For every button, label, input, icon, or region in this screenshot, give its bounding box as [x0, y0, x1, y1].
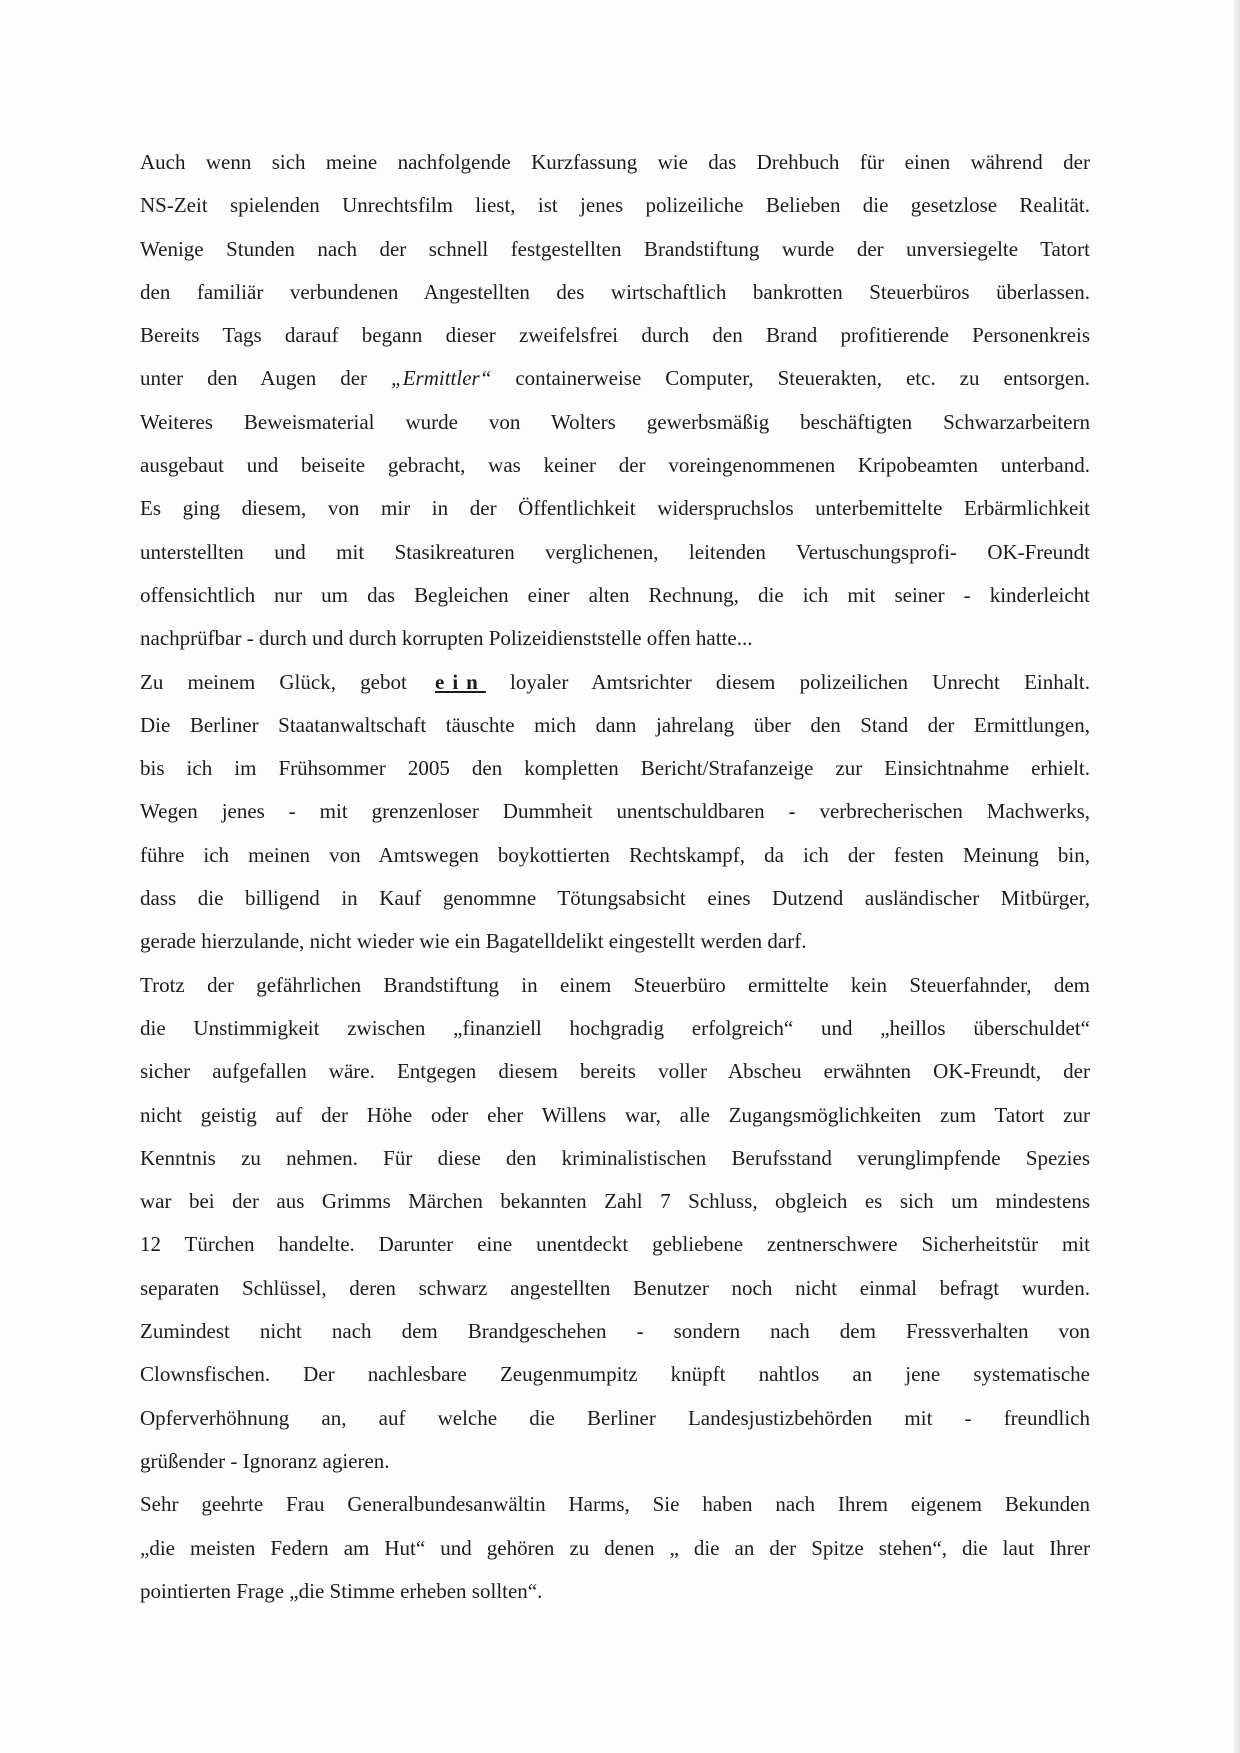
text-line — [140, 401, 1090, 444]
text-segment: pointierten Frage „die Stimme erheben sollten“. — [140, 1578, 543, 1603]
text-line — [140, 661, 1090, 704]
text-segment: ausgebaut und beiseite gebracht, was keiner der voreingenommenen Kripobeamten unterband. — [140, 453, 1090, 478]
text-line — [140, 228, 1090, 271]
text-segment: Die Berliner Staatanwaltschaft täuschte mich dann jahrelang über den Stand der Ermittlungen, — [140, 712, 1090, 737]
text-segment: 12 Türchen handelte. Darunter eine unentdeckt gebliebene zentnerschwere Sicherheitstür mit — [140, 1232, 1090, 1257]
text-line — [140, 531, 1090, 574]
text-segment: containerweise Computer, Steuerakten, etc. zu entsorgen. — [491, 366, 1090, 391]
text-line — [140, 1180, 1090, 1223]
text-line — [140, 790, 1090, 833]
text-segment: NS-Zeit spielenden Unrechtsfilm liest, ist jenes polizeiliche Belieben die gesetzlose Realität. — [140, 193, 1090, 218]
text-segment: nicht geistig auf der Höhe oder eher Willens war, alle Zugangsmöglichkeiten zum Tatort zur — [140, 1102, 1090, 1127]
text-segment: Zu meinem Glück, gebot — [140, 669, 432, 694]
text-segment: Es ging diesem, von mir in der Öffentlichkeit widerspruchslos unterbemittelte Erbärmlichkeit — [140, 496, 1090, 521]
text-segment: die Unstimmigkeit zwischen „finanziell hochgradig erfolgreich“ und „heillos überschuldet“ — [140, 1015, 1090, 1040]
text-segment: loyaler Amtsrichter diesem polizeilichen Unrecht Einhalt. — [485, 669, 1090, 694]
text-segment: „die meisten Federn am Hut“ und gehören zu denen „ die an der Spitze stehen“, die laut Ihrer — [140, 1535, 1090, 1560]
text-line — [140, 617, 1090, 660]
text-segment: Wegen jenes - mit grenzenloser Dummheit unentschuldbaren - verbrecherischen Machwerks, — [140, 799, 1090, 824]
text-line — [140, 964, 1090, 1007]
text-line — [140, 1050, 1090, 1093]
text-segment: gerade hierzulande, nicht wieder wie ein Bagatelldelikt eingestellt werden darf. — [140, 929, 807, 954]
text-segment: offensichtlich nur um das Begleichen einer alten Rechnung, die ich mit seiner - kinderleicht — [140, 582, 1090, 607]
text-line — [140, 1483, 1090, 1526]
scan-edge-shadow — [1234, 0, 1240, 1753]
text-line — [140, 444, 1090, 487]
text-segment: Auch wenn sich meine nachfolgende Kurzfassung wie das Drehbuch für einen während der — [140, 150, 1090, 174]
text-line — [140, 1527, 1090, 1570]
text-segment: bis ich im Frühsommer 2005 den kompletten Bericht/Strafanzeige zur Einsichtnahme erhielt. — [140, 756, 1090, 781]
text-line — [140, 1223, 1090, 1266]
text-line — [140, 920, 1090, 963]
letter-body — [140, 141, 1090, 1613]
text-segment: Opferverhöhnung an, auf welche die Berliner Landesjustizbehörden mit - freundlich — [140, 1405, 1090, 1430]
text-segment: Zumindest nicht nach dem Brandgeschehen - sondern nach dem Fressverhalten von — [140, 1319, 1090, 1344]
text-segment: war bei der aus Grimms Märchen bekannten Zahl 7 Schluss, obgleich es sich um mindestens — [140, 1189, 1090, 1214]
text-line — [140, 314, 1090, 357]
text-line — [140, 1094, 1090, 1137]
text-line — [140, 1267, 1090, 1310]
text-line — [140, 141, 1090, 184]
text-segment: separaten Schlüssel, deren schwarz angestellten Benutzer noch nicht einmal befragt wurden. — [140, 1275, 1090, 1300]
text-line — [140, 1007, 1090, 1050]
emphasized-text: ein — [435, 669, 486, 694]
text-line — [140, 877, 1090, 920]
text-segment: dass die billigend in Kauf genommne Tötungsabsicht eines Dutzend ausländischer Mitbürger, — [140, 886, 1090, 911]
text-line — [140, 271, 1090, 314]
text-segment: Sehr geehrte Frau Generalbundesanwältin Harms, Sie haben nach Ihrem eigenem Bekunden — [140, 1492, 1090, 1517]
text-line — [140, 357, 1090, 400]
text-line — [140, 1353, 1090, 1396]
text-line — [140, 487, 1090, 530]
text-line — [140, 747, 1090, 790]
text-line — [140, 1310, 1090, 1353]
text-line — [140, 704, 1090, 747]
text-line — [140, 1137, 1090, 1180]
text-segment: unter den Augen der — [140, 366, 392, 391]
text-line — [140, 1440, 1090, 1483]
text-segment: grüßender - Ignoranz agieren. — [140, 1448, 390, 1473]
text-segment: führe ich meinen von Amtswegen boykottierten Rechtskampf, da ich der festen Meinung bin, — [140, 842, 1090, 867]
text-segment: Clownsfischen. Der nachlesbare Zeugenmumpitz knüpft nahtlos an jene systematische — [140, 1362, 1090, 1387]
text-segment: Trotz der gefährlichen Brandstiftung in einem Steuerbüro ermittelte kein Steuerfahnder, dem — [140, 972, 1090, 997]
text-segment: unterstellten und mit Stasikreaturen verglichenen, leitenden Vertuschungsprofi- OK-Freundt — [140, 539, 1090, 564]
text-segment: Kenntnis zu nehmen. Für diese den kriminalistischen Berufsstand verunglimpfende Spezies — [140, 1145, 1090, 1170]
text-segment: den familiär verbundenen Angestellten des wirtschaftlich bankrotten Steuerbüros überlassen. — [140, 279, 1090, 304]
text-line — [140, 574, 1090, 617]
italic-text: „Ermittler“ — [391, 366, 492, 391]
text-segment: sicher aufgefallen wäre. Entgegen diesem bereits voller Abscheu erwähnten OK-Freundt, der — [140, 1059, 1090, 1084]
text-segment: Wenige Stunden nach der schnell festgestellten Brandstiftung wurde der unversiegelte Tatort — [140, 236, 1090, 261]
text-segment: nachprüfbar - durch und durch korrupten Polizeidienststelle offen hatte... — [140, 626, 753, 651]
text-segment: Weiteres Beweismaterial wurde von Wolters gewerbsmäßig beschäftigten Schwarzarbeitern — [140, 409, 1090, 434]
text-line — [140, 184, 1090, 227]
text-line — [140, 1397, 1090, 1440]
text-segment: Bereits Tags darauf begann dieser zweifelsfrei durch den Brand profitierende Personenkreis — [140, 323, 1090, 348]
text-line — [140, 834, 1090, 877]
text-line — [140, 1570, 1090, 1613]
